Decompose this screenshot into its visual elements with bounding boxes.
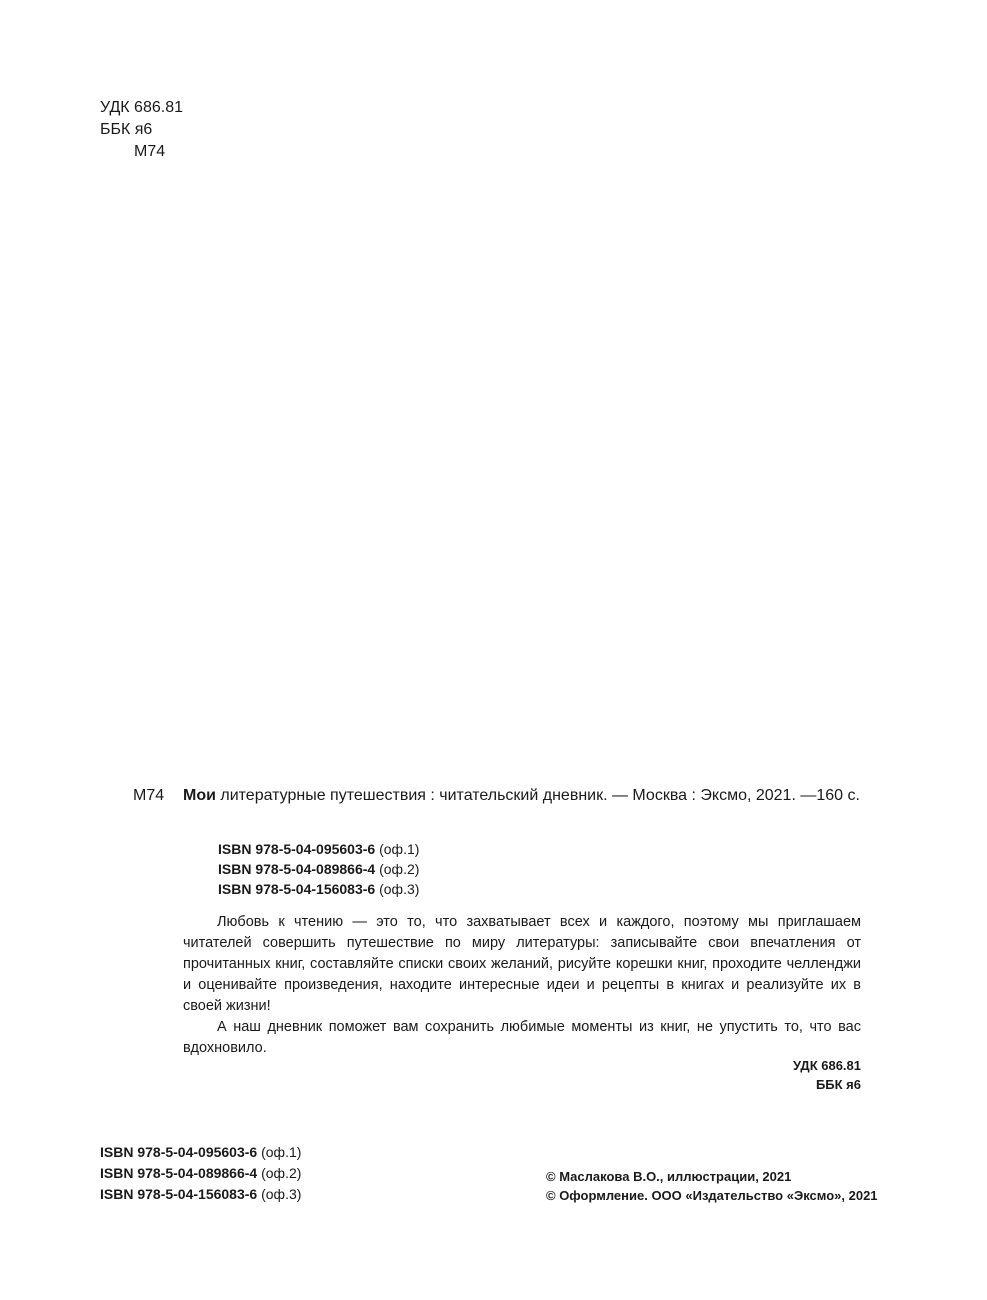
annotation-paragraph: Любовь к чтению — это то, что захватывает всех и каждого, поэтому мы приглашаем читателей совершить путешествие по миру литературы: записывайте свои впечатления от прочитанных книг, составляйте списки своих желаний, рисуйте корешки книг, проходите челленджи и оценивайте произведения, находите интересные идеи и рецепты в книгах и реализуйте их в своей жизни! — [183, 914, 861, 1014]
isbn-number: ISBN 978-5-04-095603-6 — [100, 1144, 258, 1160]
isbn-note: (оф.3) — [379, 881, 420, 897]
isbn-line — [218, 859, 419, 879]
udk-code: УДК 686.81 — [100, 99, 183, 116]
isbn-line — [100, 1142, 301, 1163]
isbn-number: ISBN 978-5-04-156083-6 — [100, 1186, 258, 1202]
copyright-line: © Оформление. ООО «Издательство «Эксмо», 2021 — [546, 1188, 878, 1203]
annotation — [183, 912, 861, 1059]
entry-isbn-list — [218, 839, 419, 899]
entry-title-bold: Мои — [183, 787, 216, 804]
udk-code: УДК 686.81 — [793, 1058, 861, 1073]
isbn-number: ISBN 978-5-04-156083-6 — [218, 881, 376, 897]
isbn-number: ISBN 978-5-04-089866-4 — [100, 1165, 258, 1181]
classification-footer — [700, 1056, 861, 1094]
isbn-note: (оф.2) — [261, 1165, 302, 1181]
isbn-note: (оф.2) — [379, 861, 420, 877]
copyright-block — [546, 1167, 878, 1205]
entry-author-mark: М74 — [133, 787, 165, 804]
author-mark: М74 — [134, 143, 166, 160]
isbn-line — [218, 879, 419, 899]
isbn-line — [218, 839, 419, 859]
entry-title-rest: литературные путешествия : читательский дневник. — Москва : Эксмо, 2021. —160 с. — [215, 787, 860, 804]
isbn-number: ISBN 978-5-04-089866-4 — [218, 861, 376, 877]
isbn-note: (оф.3) — [261, 1186, 302, 1202]
isbn-line — [100, 1163, 301, 1184]
bbk-code: ББК я6 — [815, 1077, 861, 1092]
isbn-note: (оф.1) — [261, 1144, 302, 1160]
annotation-paragraph: А наш дневник поможет вам сохранить любимые моменты из книг, не упустить то, что вас вдохновило. — [183, 1019, 861, 1056]
bbk-code: ББК я6 — [100, 121, 153, 138]
isbn-line — [100, 1184, 301, 1205]
isbn-number: ISBN 978-5-04-095603-6 — [218, 841, 376, 857]
classification-header — [100, 97, 183, 163]
isbn-note: (оф.1) — [379, 841, 420, 857]
copyright-line: © Маслакова В.О., иллюстрации, 2021 — [546, 1169, 792, 1184]
bibliographic-entry — [183, 785, 861, 807]
bottom-isbn-list — [100, 1142, 301, 1205]
